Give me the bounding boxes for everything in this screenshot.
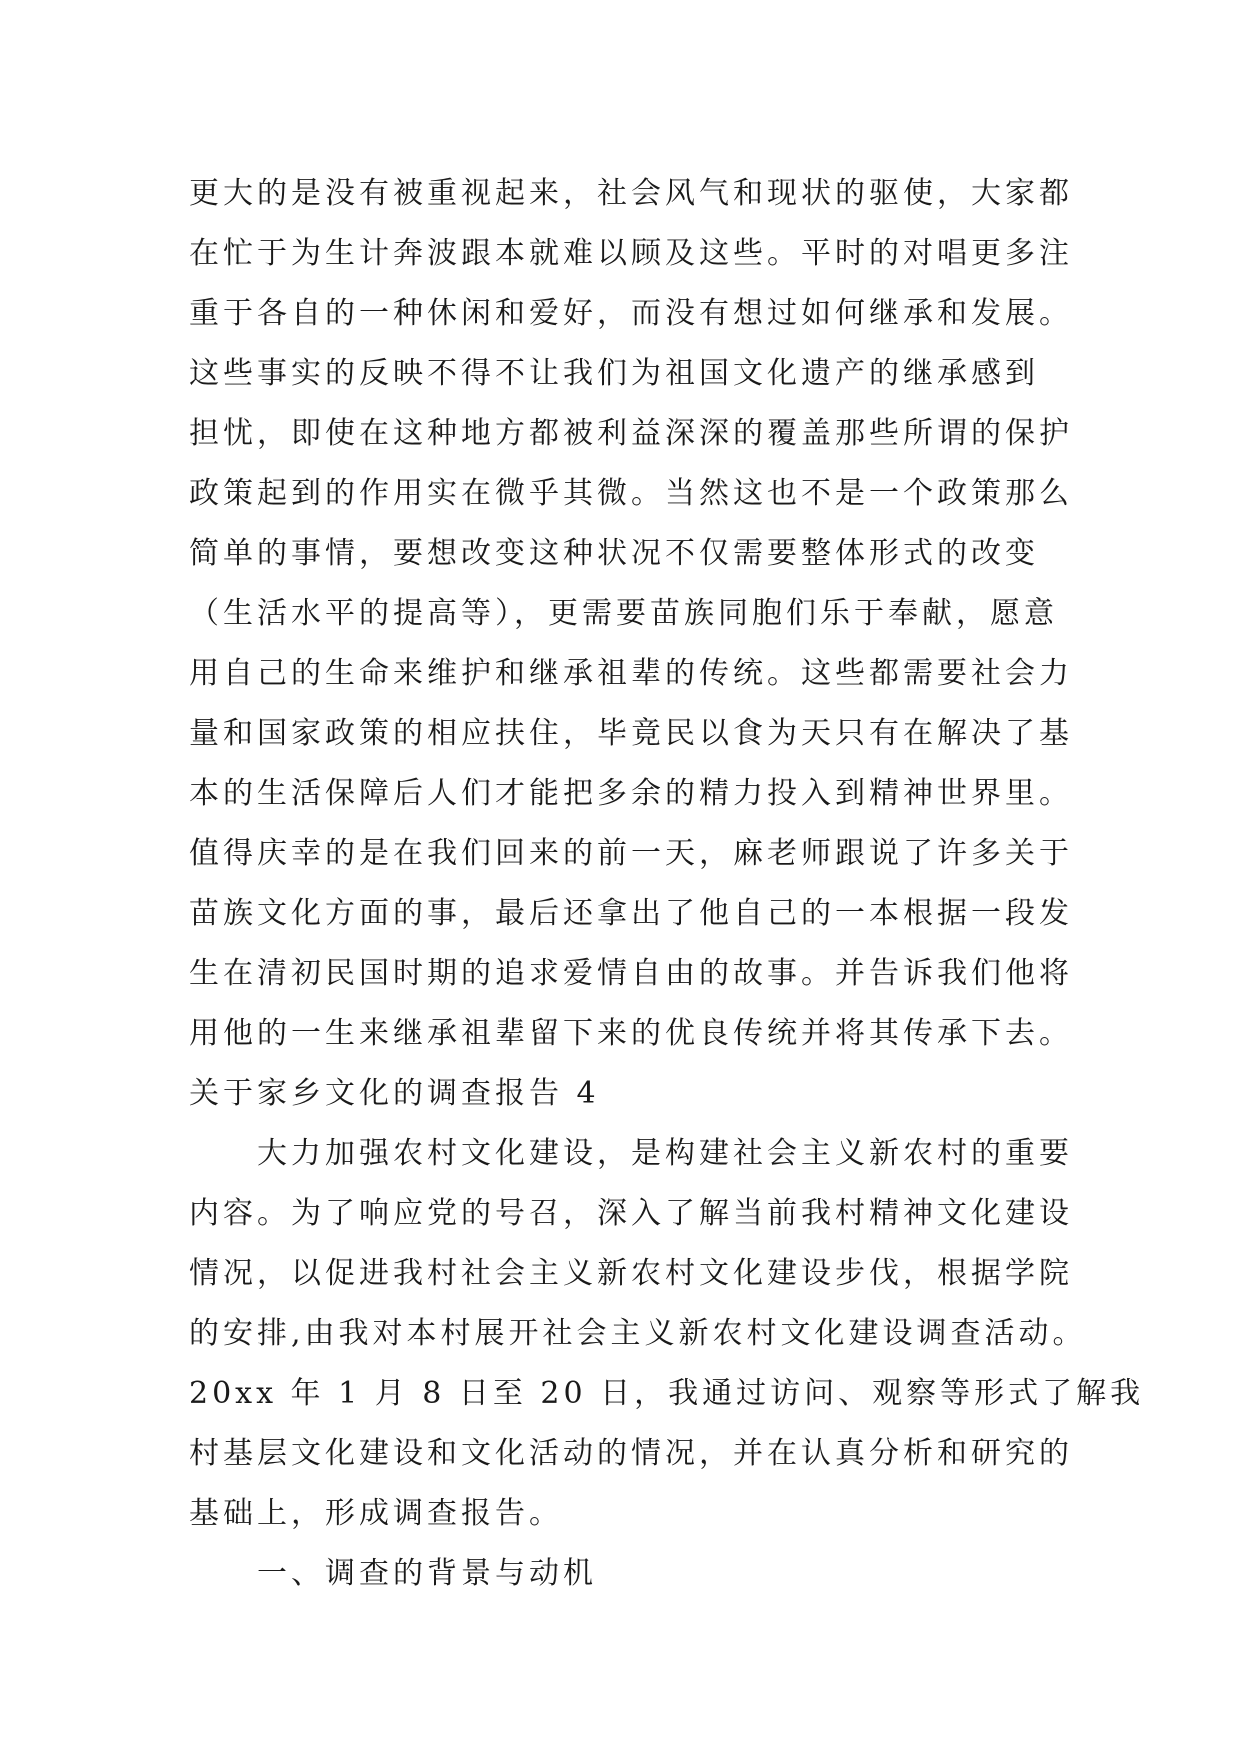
document-body [189,164,1145,1604]
paragraph-line: 重于各自的一种休闲和爱好，而没有想过如何继承和发展。 [189,296,1073,331]
paragraph-line: 用他的一生来继承祖辈留下来的优良传统并将其传承下去。 [189,1016,1073,1051]
paragraph-line: 苗族文化方面的事，最后还拿出了他自己的一本根据一段发 [189,896,1073,931]
paragraph-line: 更大的是没有被重视起来，社会风气和现状的驱使，大家都 [189,176,1073,211]
paragraph-line: 内容。为了响应党的号召，深入了解当前我村精神文化建设 [189,1196,1073,1231]
paragraph-line: 大力加强农村文化建设，是构建社会主义新农村的重要 [257,1136,1073,1171]
section-title: 关于家乡文化的调查报告 4 [189,1076,600,1111]
paragraph-line: 担忧，即使在这种地方都被利益深深的覆盖那些所谓的保护 [189,416,1073,451]
paragraph-line: 生在清初民国时期的追求爱情自由的故事。并告诉我们他将 [189,956,1073,991]
paragraph-line: 基础上，形成调查报告。 [189,1496,563,1531]
paragraph-line: 量和国家政策的相应扶住，毕竟民以食为天只有在解决了基 [189,716,1073,751]
paragraph-line: 在忙于为生计奔波跟本就难以顾及这些。平时的对唱更多注 [189,236,1073,271]
paragraph-line: 这些事实的反映不得不让我们为祖国文化遗产的继承感到 [189,356,1039,391]
paragraph-line: 的安排,由我对本村展开社会主义新农村文化建设调查活动。 [189,1316,1087,1351]
paragraph-line: 政策起到的作用实在微乎其微。当然这也不是一个政策那么 [189,476,1073,511]
paragraph-line: 村基层文化建设和文化活动的情况，并在认真分析和研究的 [189,1436,1073,1471]
paragraph-line: （生活水平的提高等），更需要苗族同胞们乐于奉献，愿意 [189,596,1058,631]
paragraph-line: 本的生活保障后人们才能把多余的精力投入到精神世界里。 [189,776,1073,811]
paragraph-line: 值得庆幸的是在我们回来的前一天，麻老师跟说了许多关于 [189,836,1073,871]
paragraph-line: 20xx 年 1 月 8 日至 20 日，我通过访问、观察等形式了解我 [189,1376,1145,1411]
paragraph-line: 用自己的生命来维护和继承祖辈的传统。这些都需要社会力 [189,656,1073,691]
paragraph-line: 情况，以促进我村社会主义新农村文化建设步伐，根据学院 [189,1256,1073,1291]
paragraph-line: 简单的事情，要想改变这种状况不仅需要整体形式的改变 [189,536,1039,571]
subheading: 一、调查的背景与动机 [257,1556,597,1591]
